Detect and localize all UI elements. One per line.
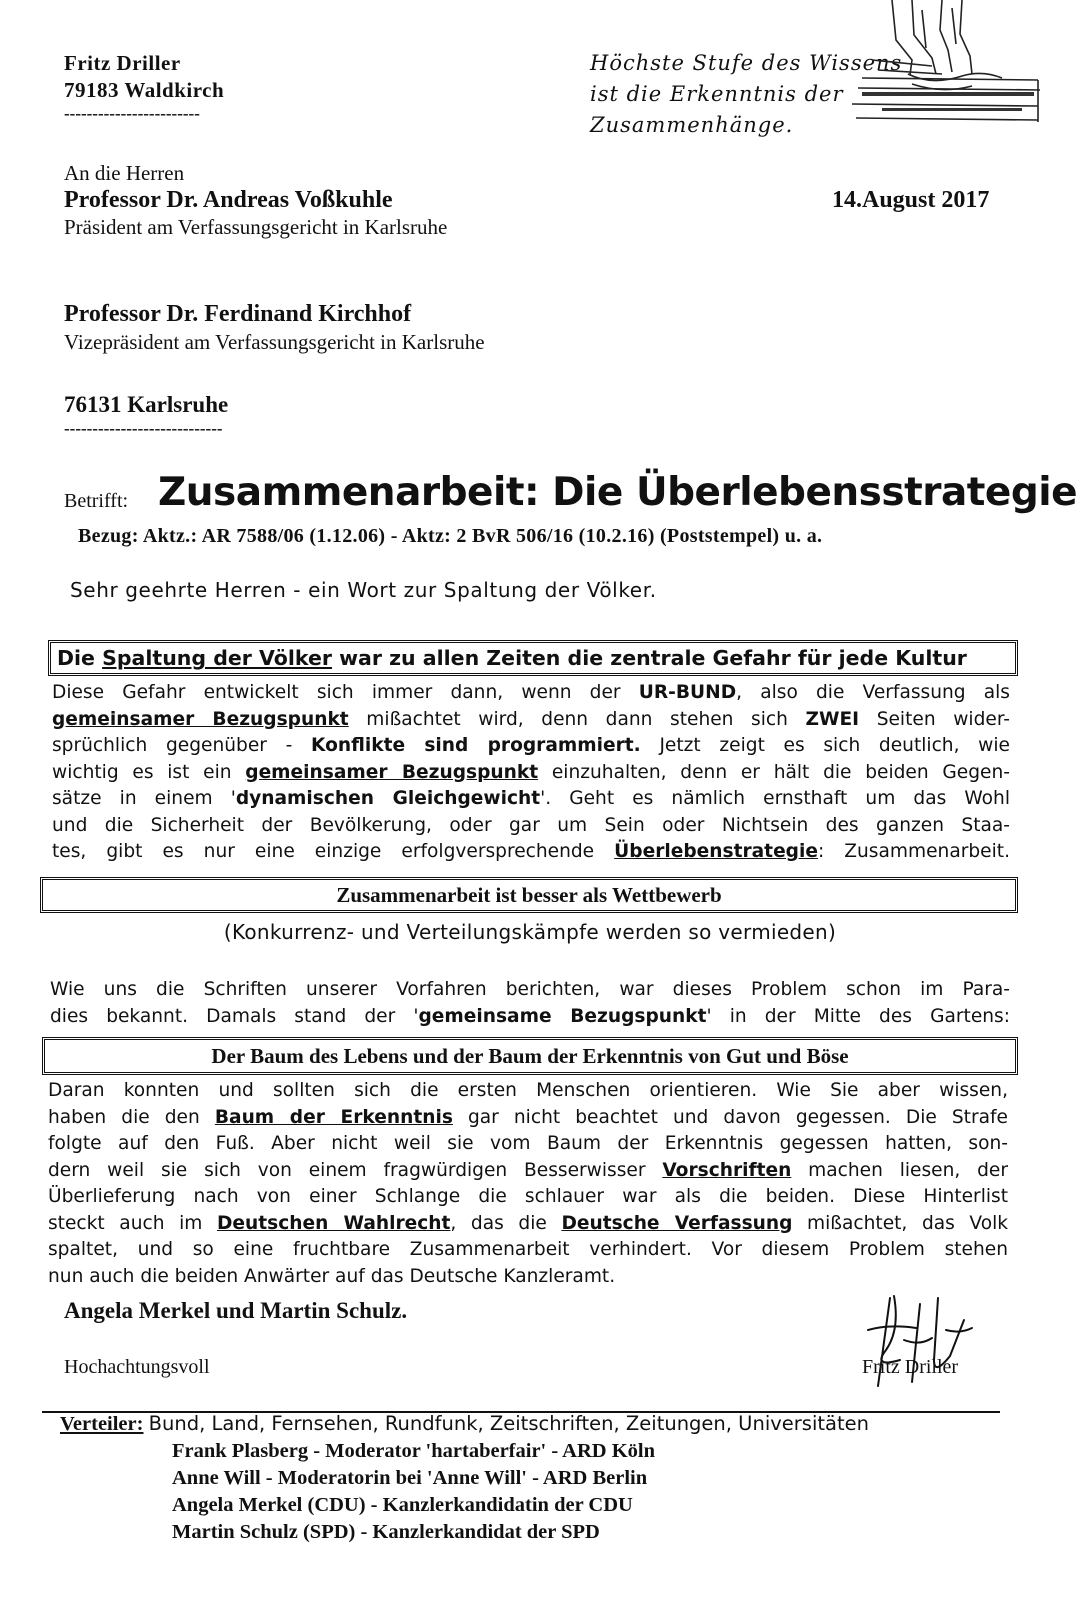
p1-line-5 — [52, 786, 1010, 813]
p1-l5b: dynamischen Gleichgewicht — [235, 788, 541, 809]
p3-line-1: Daran konnten und sollten sich die ersten Menschen orientieren. Wie Sie aber wissen, — [48, 1080, 1008, 1101]
p3-line-7: spaltet, und so eine fruchtbare Zusammenarbeit verhindert. Vor diesem Problem stehen — [48, 1239, 1008, 1260]
recipient-1-name: Professor Dr. Andreas Voßkuhle — [64, 187, 393, 213]
p3-line-5: Überlieferung nach von einer Schlange die schlauer war als die beiden. Diese Hinterlist — [48, 1186, 1008, 1207]
distribution-entry: Anne Will - Moderatorin bei 'Anne Will' - ARD Berlin — [172, 1467, 648, 1489]
box1-underlined: Spaltung der Völker — [102, 646, 332, 670]
p3-l2c: gar nicht beachtet und davon gegessen. Die Strafe — [452, 1106, 1008, 1128]
p1-l2c: ZWEI — [805, 708, 860, 730]
p1-l3c: Jetzt zeigt es sich deutlich, wie — [640, 735, 1010, 756]
recipient-1-title: Präsident am Verfassungsgericht in Karlsruhe — [64, 215, 448, 239]
paragraph-3 — [48, 1078, 1008, 1290]
highlight-box-2 — [40, 877, 1018, 913]
p1-l2a: gemeinsamer Bezugspunkt — [52, 708, 349, 730]
p3-l2b: Baum der Erkenntnis — [214, 1106, 453, 1128]
p1-line-4 — [52, 760, 1010, 787]
p1-l7b: Überlebenstrategie — [614, 841, 818, 862]
sender-city: 79183 Waldkirch — [64, 78, 225, 102]
p3-l6a: steckt auch im — [48, 1212, 217, 1234]
p3-l6d: Deutsche Verfassung — [561, 1212, 793, 1234]
recipient-2-name: Professor Dr. Ferdinand Kirchhof — [64, 301, 412, 327]
p1-line-7 — [52, 839, 1010, 866]
p1-line-2 — [52, 707, 1010, 734]
box1-post: war zu allen Zeiten die zentrale Gefahr für jede Kultur — [331, 646, 967, 670]
paragraph-2 — [50, 977, 1010, 1030]
p2-l2a: dies bekannt. Damals stand der ' — [50, 1005, 419, 1027]
p3-l4a: dern weil sie sich von einem fragwürdigen Besserwisser — [48, 1159, 663, 1181]
distribution-header — [60, 1410, 869, 1438]
closing-regards: Hochachtungsvoll — [64, 1356, 210, 1378]
sender-name: Fritz Driller — [64, 51, 181, 75]
p1-line-3 — [52, 733, 1010, 760]
p1-l5a: sätze in einem ' — [52, 788, 236, 809]
p1-l2b: mißachtet wird, denn dann stehen sich — [348, 708, 806, 730]
distribution-list: Bund, Land, Fernsehen, Rundfunk, Zeitschriften, Zeitungen, Universitäten — [148, 1412, 869, 1435]
subject-reference: Bezug: Aktz.: AR 7588/06 (1.12.06) - Aktz: 2 BvR 506/16 (10.2.16) (Poststempel) u. a. — [78, 525, 823, 547]
p1-line-1 — [52, 680, 1010, 707]
p1-l3b: Konflikte sind programmiert. — [311, 735, 641, 756]
sender-block — [64, 50, 224, 127]
p2-l2c: ' in der Mitte des Gartens: — [706, 1005, 1010, 1027]
motto-line-2: ist die Erkenntnis der — [590, 82, 844, 106]
box2-text: Zusammenarbeit ist besser als Wettbewerb — [336, 883, 722, 907]
p2-line-1: Wie uns die Schriften unserer Vorfahren berichten, war dieses Problem schon im Para- — [50, 979, 1010, 1000]
p3-l6b: Deutschen Wahlrecht — [216, 1212, 451, 1234]
subject-label: Betrifft: — [64, 490, 129, 512]
p3-l4b: Vorschriften — [662, 1159, 792, 1181]
distribution-entry: Frank Plasberg - Moderator 'hartaberfair' - ARD Köln — [172, 1440, 656, 1462]
distribution-entry: Martin Schulz (SPD) - Kanzlerkandidat der SPD — [172, 1521, 600, 1543]
recipient-rule: ---------------------------- — [64, 419, 223, 438]
p3-l6e: mißachtet, das Volk — [792, 1212, 1009, 1234]
subject-title: Zusammenarbeit: Die Überlebensstrategie — [158, 470, 1078, 515]
p3-l4c: machen liesen, der — [791, 1159, 1009, 1181]
box2-note: (Konkurrenz- und Verteilungskämpfe werden so vermieden) — [223, 920, 837, 944]
motto-line-1: Höchste Stufe des Wissens — [590, 51, 903, 75]
recipient-city-block — [64, 390, 228, 444]
p2-l2b: gemeinsame Bezugspunkt — [418, 1005, 707, 1027]
p2-line-2 — [50, 1004, 1010, 1031]
distribution-label: Verteiler: — [60, 1413, 144, 1435]
paragraph-1 — [52, 680, 1010, 866]
p1-l4c: einzuhalten, denn er hält die beiden Gegen- — [538, 761, 1010, 783]
p3-line-8: nun auch die beiden Anwärter auf das Deutsche Kanzleramt. — [48, 1265, 616, 1287]
p3-line-3: folgte auf den Fuß. Aber nicht weil sie vom Baum der Erkenntnis gegessen hatten, son- — [48, 1133, 1008, 1154]
closing-names: Angela Merkel und Martin Schulz. — [64, 1298, 408, 1323]
p1-l1c: , also die Verfassung als — [736, 682, 1010, 703]
p1-l4a: wichtig es ist ein — [52, 761, 246, 783]
recipient-city: 76131 Karlsruhe — [64, 392, 229, 417]
p1-l1b: UR-BUND — [638, 682, 737, 703]
p1-l7a: tes, gibt es nur eine einzige erfolgversprechende — [52, 841, 615, 862]
box3-text: Der Baum des Lebens und der Baum der Erkenntnis von Gut und Böse — [211, 1044, 849, 1068]
letter-date: 14.August 2017 — [832, 187, 990, 213]
p1-l5c: '. Geht es nämlich ernsthaft um das Wohl — [540, 788, 1010, 809]
distribution-block — [60, 1410, 869, 1546]
motto-line-3: Zusammenhänge. — [590, 113, 794, 137]
p3-l6c: , das die — [450, 1212, 562, 1234]
highlight-box-3 — [42, 1037, 1018, 1075]
p3-l2a: haben die den — [48, 1106, 215, 1128]
recipient-block-1 — [64, 160, 447, 241]
p3-line-2 — [48, 1105, 1008, 1132]
distribution-entry: Angela Merkel (CDU) - Kanzlerkandidatin der CDU — [172, 1494, 633, 1516]
highlight-box-1 — [48, 640, 1018, 676]
recipient-2-title: Vizepräsident am Verfassungsgericht in Karlsruhe — [64, 330, 485, 354]
p1-line-6: und die Sicherheit der Bevölkerung, oder gar um Sein oder Nichtsein des ganzen Staa- — [52, 814, 1010, 836]
greeting: Sehr geehrte Herren - ein Wort zur Spaltung der Völker. — [70, 578, 657, 602]
p1-l7c: : Zusammenarbeit. — [817, 841, 1010, 862]
sketch-illustration — [852, 0, 1042, 132]
signature-name: Fritz Driller — [862, 1356, 959, 1378]
p3-line-4 — [48, 1158, 1008, 1185]
distribution-entries — [60, 1438, 869, 1546]
p3-line-6 — [48, 1211, 1008, 1238]
p1-l1a: Diese Gefahr entwickelt sich immer dann, wenn der — [52, 682, 639, 703]
box1-pre: Die — [57, 646, 103, 670]
recipient-block-2 — [64, 300, 485, 356]
p1-l4b: gemeinsamer Bezugspunkt — [245, 761, 539, 783]
p1-l3a: sprüchlich gegenüber - — [52, 735, 311, 756]
sender-rule: ------------------------ — [64, 104, 200, 123]
p1-l2d: Seiten wider- — [859, 708, 1010, 730]
recipient-intro: An die Herren — [64, 161, 185, 185]
